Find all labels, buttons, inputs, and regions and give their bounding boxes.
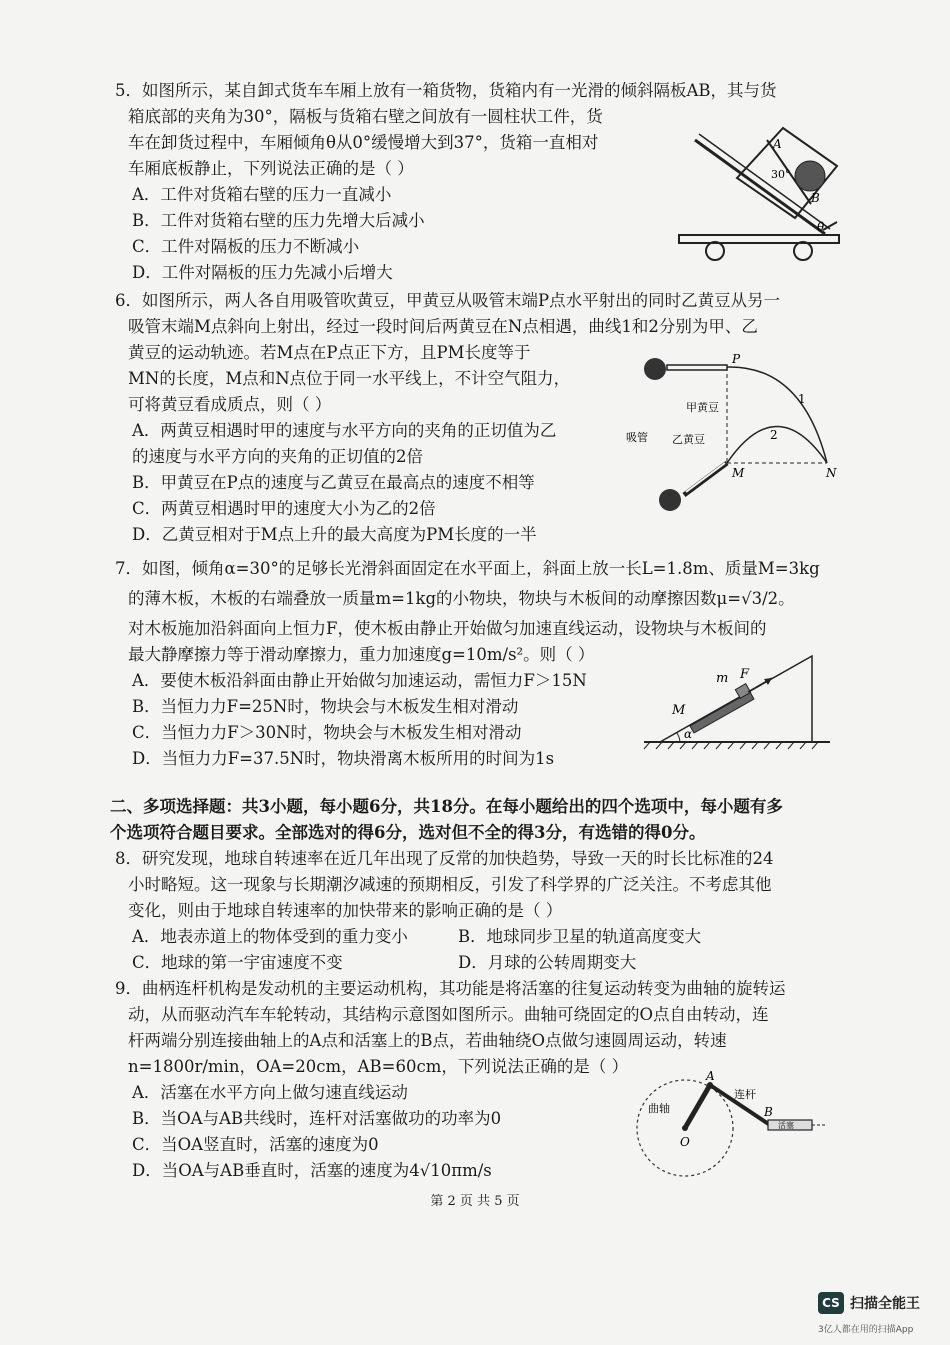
- q7-fig-label-m-big: M: [672, 703, 686, 718]
- q7-fig-label-alpha: α: [684, 727, 693, 741]
- q8-option-b: B．地球同步卫星的轨道高度变大: [458, 927, 702, 946]
- q7-line-2: 的薄木板，木板的右端叠放一质量m=1kg的小物块，物块与木板间的动摩擦因数μ=√3/2。: [128, 589, 795, 608]
- q8-option-c: C．地球的第一宇宙速度不变: [132, 953, 343, 972]
- q6-line-3: 黄豆的运动轨迹。若M点在P点正下方，且PM长度等于: [128, 343, 531, 362]
- q8-option-d: D．月球的公转周期变大: [458, 953, 637, 972]
- q8-line-1: 8．研究发现，地球自转速率在近几年出现了反常的加快趋势，导致一天的时长比标准的24: [115, 849, 774, 868]
- q9-option-c: C．当OA竖直时，活塞的速度为0: [132, 1135, 379, 1154]
- scanner-logo-icon: CS: [818, 1292, 844, 1314]
- q7-fig-label-m-small: m: [716, 671, 729, 686]
- q6-fig-label-p: P: [732, 352, 741, 366]
- q8-line-2: 小时略短。这一现象与长期潮汐减速的预期相反，引发了科学界的广泛关注。不考虑其他: [128, 875, 772, 894]
- q5-fig-angle: 30°: [771, 168, 791, 181]
- q6-fig-label-m: M: [732, 466, 745, 480]
- section-2-line-2: 个选项符合题目要求。全部选对的得6分，选对但不全的得3分，有选错的得0分。: [110, 823, 706, 842]
- q9-fig-label-crank: 曲轴: [648, 1102, 670, 1115]
- scanner-logo-name: 扫描全能王: [850, 1296, 920, 1312]
- q9-line-4: n=1800r/min，OA=20cm，AB=60cm，下列说法正确的是（ ）: [128, 1057, 629, 1076]
- q5-option-a: A．工件对货箱右壁的压力一直减小: [132, 185, 392, 204]
- q6-fig-label-1: 1: [798, 392, 806, 406]
- q6-fig-label-yi: 乙黄豆: [672, 433, 705, 446]
- scanner-logo-tagline: 3亿人都在用的扫描App: [818, 1325, 914, 1335]
- q5-truck-figure: [675, 118, 850, 268]
- q6-fig-label-n: N: [826, 466, 837, 480]
- q9-crank-figure: [630, 1068, 830, 1183]
- q7-incline-figure: [640, 650, 840, 750]
- q5-line-4: 车厢底板静止，下列说法正确的是（ ）: [128, 159, 414, 178]
- q6-line-5: 可将黄豆看成质点，则（ ）: [128, 395, 332, 414]
- q6-line-1: 6．如图所示，两人各自用吸管吹黄豆，甲黄豆从吸管末端P点水平射出的同时乙黄豆从另一: [115, 291, 781, 310]
- q7-option-b: B．当恒力力F=25N时，物块会与木板发生相对滑动: [132, 697, 519, 716]
- q6-option-d: D．乙黄豆相对于M点上升的最大高度为PM长度的一半: [132, 525, 537, 544]
- q9-option-a: A．活塞在水平方向上做匀速直线运动: [132, 1083, 408, 1102]
- q7-option-a: A．要使木板沿斜面由静止开始做匀加速运动，需恒力F＞15N: [132, 671, 587, 690]
- q9-line-3: 杆两端分别连接曲轴上的A点和活塞上的B点，若曲轴绕O点做匀速圆周运动，转速: [128, 1031, 727, 1050]
- q9-fig-label-o: O: [680, 1135, 690, 1149]
- q9-option-b: B．当OA与AB共线时，连杆对活塞做功的功率为0: [132, 1109, 502, 1128]
- q9-line-2: 动，从而驱动汽车车轮转动，其结构示意图如图所示。曲轴可绕固定的O点自由转动，连: [128, 1005, 769, 1024]
- q6-line-2: 吸管末端M点斜向上射出，经过一段时间后两黄豆在N点相遇，曲线1和2分别为甲、乙: [128, 317, 758, 336]
- q7-line-4: 最大静摩擦力等于滑动摩擦力，重力加速度g=10m/s²。则（ ）: [128, 645, 595, 664]
- q5-option-c: C．工件对隔板的压力不断减小: [132, 237, 360, 256]
- q9-line-1: 9．曲柄连杆机构是发动机的主要运动机构，其功能是将活塞的往复运动转变为曲轴的旋转运: [115, 979, 786, 998]
- q8-option-a: A．地表赤道上的物体受到的重力变小: [132, 927, 408, 946]
- q7-option-d: D．当恒力力F=37.5N时，物块滑离木板所用的时间为1s: [132, 749, 555, 768]
- q7-line-3: 对木板施加沿斜面向上恒力F，使木板由静止开始做匀加速直线运动，设物块与木板间的: [128, 619, 767, 638]
- q9-fig-label-rod: 连杆: [734, 1088, 756, 1101]
- q7-fig-label-f: F: [740, 667, 750, 682]
- q5-line-3: 车在卸货过程中，车厢倾角θ从0°缓慢增大到37°，货箱一直相对: [128, 133, 599, 152]
- q9-fig-label-a: A: [706, 1069, 715, 1083]
- q6-option-c: C．两黄豆相遇时甲的速度大小为乙的2倍: [132, 499, 436, 518]
- q9-fig-label-b: B: [764, 1105, 773, 1119]
- q5-line-1: 5．如图所示，某自卸式货车车厢上放有一箱货物，货箱内有一光滑的倾斜隔板AB，其与货: [115, 81, 777, 100]
- q6-bean-figure: [622, 345, 847, 515]
- q5-fig-label-b: B: [811, 191, 820, 205]
- q6-option-b: B．甲黄豆在P点的速度与乙黄豆在最高点的速度不相等: [132, 473, 535, 492]
- q7-line-1: 7．如图，倾角α=30°的足够长光滑斜面固定在水平面上，斜面上放一长L=1.8m、质量M=3kg: [115, 559, 820, 578]
- q6-fig-label-2: 2: [770, 428, 778, 442]
- q5-option-d: D．工件对隔板的压力先减小后增大: [132, 263, 393, 282]
- q5-fig-label-a: A: [773, 137, 782, 151]
- q6-option-a-2: 的速度与水平方向的夹角的正切值的2倍: [132, 447, 423, 466]
- q6-option-a-1: A．两黄豆相遇时甲的速度与水平方向的夹角的正切值为乙: [132, 421, 557, 440]
- scanner-logo: [818, 1292, 920, 1314]
- section-2-line-1: 二、多项选择题：共3小题，每小题6分，共18分。在每小题给出的四个选项中，每小题有多: [110, 797, 783, 816]
- q5-option-b: B．工件对货箱右壁的压力先增大后减小: [132, 211, 425, 230]
- q6-fig-label-jia: 甲黄豆: [686, 401, 719, 414]
- q9-fig-label-piston: 活塞: [778, 1121, 794, 1130]
- q6-line-4: MN的长度，M点和N点位于同一水平线上，不计空气阻力，: [128, 369, 571, 388]
- q9-option-d: D．当OA与AB垂直时，活塞的速度为4√10πm/s: [132, 1161, 492, 1180]
- q6-fig-label-straw: 吸管: [626, 431, 648, 444]
- q8-line-3: 变化，则由于地球自转速率的加快带来的影响正确的是（ ）: [128, 901, 563, 920]
- page-footer: 第 2 页 共 5 页: [430, 1194, 520, 1209]
- q5-line-2: 箱底部的夹角为30°，隔板与货箱右壁之间放有一圆柱状工件，货: [128, 107, 603, 126]
- q5-fig-theta: θ: [817, 220, 825, 234]
- q7-option-c: C．当恒力力F＞30N时，物块会与木板发生相对滑动: [132, 723, 522, 742]
